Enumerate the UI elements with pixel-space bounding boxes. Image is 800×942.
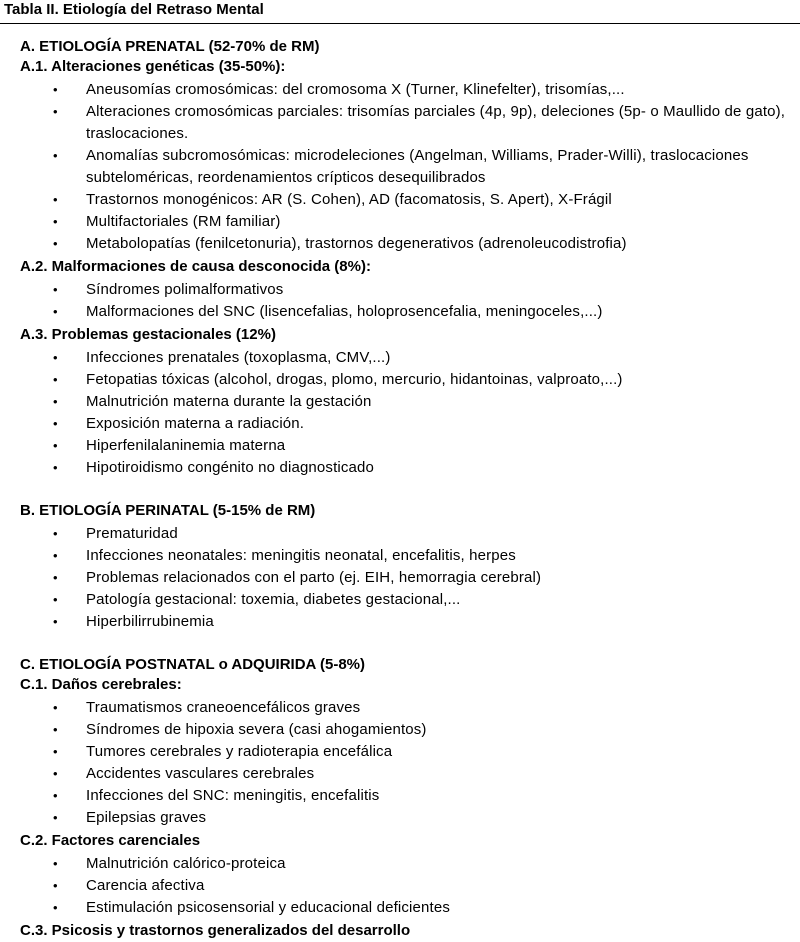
bullet-icon: •	[53, 766, 58, 781]
list-item-text: Carencia afectiva	[86, 877, 205, 894]
bullet-icon: •	[53, 350, 58, 365]
bullet-icon: •	[53, 614, 58, 629]
list-item	[0, 589, 800, 611]
bullet-icon: •	[53, 192, 58, 207]
list-item-text: Epilepsias graves	[86, 809, 207, 826]
list-item-text: Hiperfenilalaninemia materna	[86, 437, 286, 454]
list-item-text: Malnutrición calórico-proteica	[86, 855, 286, 872]
bullet-icon: •	[53, 722, 58, 737]
bullet-icon: •	[53, 700, 58, 715]
subsection-heading: C.1. Daños cerebrales:	[20, 676, 182, 693]
list-item-text: Estimulación psicosensorial y educacional deficientes	[86, 899, 450, 916]
list-item	[0, 301, 800, 323]
bullet-icon: •	[53, 526, 58, 541]
list-item-text: Síndromes polimalformativos	[86, 281, 284, 298]
list-item	[0, 347, 800, 369]
table-content	[0, 37, 800, 941]
list-item	[0, 279, 800, 301]
list-item-text: Síndromes de hipoxia severa (casi ahogamientos)	[86, 721, 427, 738]
bullet-icon: •	[53, 394, 58, 409]
bullet-list	[0, 279, 800, 323]
list-item-text: Aneusomías cromosómicas: del cromosoma X (Turner, Klinefelter), trisomías,...	[86, 81, 625, 98]
bullet-icon: •	[53, 856, 58, 871]
list-item-text: Malnutrición materna durante la gestación	[86, 393, 372, 410]
list-item-text: Infecciones del SNC: meningitis, encefalitis	[86, 787, 380, 804]
list-item-text: Malformaciones del SNC (lisencefalias, holoprosencefalia, meningoceles,...)	[86, 303, 603, 320]
list-item	[0, 875, 800, 897]
subsection-heading: A.3. Problemas gestacionales (12%)	[20, 326, 276, 343]
list-item-text: Anomalías subcromosómicas: microdeleciones (Angelman, Williams, Prader-Willi), traslocaciones subteloméricas, reordenamientos crípticos desequilibrados	[86, 147, 749, 186]
list-item	[0, 233, 800, 255]
list-item	[0, 807, 800, 829]
list-item	[0, 897, 800, 919]
list-item-text: Exposición materna a radiación.	[86, 415, 305, 432]
list-item	[0, 853, 800, 875]
bullet-icon: •	[53, 104, 58, 119]
list-item	[0, 369, 800, 391]
list-item	[0, 101, 800, 145]
bullet-icon: •	[53, 236, 58, 251]
bullet-icon: •	[53, 900, 58, 915]
bullet-list	[0, 523, 800, 633]
bullet-icon: •	[53, 548, 58, 563]
list-item	[0, 79, 800, 101]
list-item-text: Metabolopatías (fenilcetonuria), trastornos degenerativos (adrenoleucodistrofia)	[86, 235, 627, 252]
subsection-heading: A.1. Alteraciones genéticas (35-50%):	[20, 58, 286, 75]
list-item	[0, 457, 800, 479]
bullet-icon: •	[53, 304, 58, 319]
list-item	[0, 611, 800, 633]
list-item	[0, 741, 800, 763]
list-item	[0, 719, 800, 741]
bullet-icon: •	[53, 788, 58, 803]
section	[0, 37, 800, 479]
title-divider	[0, 23, 800, 24]
section	[0, 655, 800, 941]
section-heading: B. ETIOLOGÍA PERINATAL (5-15% de RM)	[20, 502, 316, 519]
list-item	[0, 785, 800, 807]
bullet-icon: •	[53, 82, 58, 97]
list-item	[0, 413, 800, 435]
bullet-icon: •	[53, 744, 58, 759]
list-item-text: Accidentes vasculares cerebrales	[86, 765, 315, 782]
list-item-text: Traumatismos craneoencefálicos graves	[86, 699, 361, 716]
list-item	[0, 189, 800, 211]
bullet-icon: •	[53, 878, 58, 893]
list-item	[0, 567, 800, 589]
subsection-heading: A.2. Malformaciones de causa desconocida (8%):	[20, 258, 371, 275]
section-heading: A. ETIOLOGÍA PRENATAL (52-70% de RM)	[20, 38, 320, 55]
list-item-text: Problemas relacionados con el parto (ej. EIH, hemorragia cerebral)	[86, 569, 542, 586]
bullet-icon: •	[53, 460, 58, 475]
list-item-text: Infecciones neonatales: meningitis neonatal, encefalitis, herpes	[86, 547, 516, 564]
list-item-text: Tumores cerebrales y radioterapia encefálica	[86, 743, 393, 760]
bullet-icon: •	[53, 416, 58, 431]
list-item	[0, 697, 800, 719]
bullet-icon: •	[53, 438, 58, 453]
list-item	[0, 523, 800, 545]
subsection-heading: C.3. Psicosis y trastornos generalizados del desarrollo	[20, 922, 411, 939]
list-item-text: Patología gestacional: toxemia, diabetes gestacional,...	[86, 591, 461, 608]
list-item	[0, 435, 800, 457]
list-item-text: Infecciones prenatales (toxoplasma, CMV,...)	[86, 349, 391, 366]
bullet-icon: •	[53, 214, 58, 229]
bullet-list	[0, 79, 800, 255]
list-item-text: Trastornos monogénicos: AR (S. Cohen), AD (facomatosis, S. Apert), X-Frágil	[86, 191, 612, 208]
list-item	[0, 391, 800, 413]
list-item-text: Hiperbilirrubinemia	[86, 613, 214, 630]
list-item-text: Prematuridad	[86, 525, 178, 542]
subsection-heading: C.2. Factores carenciales	[20, 832, 201, 849]
section-heading: C. ETIOLOGÍA POSTNATAL o ADQUIRIDA (5-8%)	[20, 656, 365, 673]
list-item	[0, 145, 800, 189]
bullet-list	[0, 853, 800, 919]
list-item	[0, 545, 800, 567]
bullet-icon: •	[53, 372, 58, 387]
list-item	[0, 763, 800, 785]
section	[0, 501, 800, 633]
bullet-icon: •	[53, 592, 58, 607]
bullet-icon: •	[53, 570, 58, 585]
bullet-list	[0, 697, 800, 829]
bullet-list	[0, 347, 800, 479]
list-item	[0, 211, 800, 233]
list-item-text: Multifactoriales (RM familiar)	[86, 213, 281, 230]
table-title: Tabla II. Etiología del Retraso Mental	[4, 1, 264, 18]
bullet-icon: •	[53, 810, 58, 825]
list-item-text: Alteraciones cromosómicas parciales: trisomías parciales (4p, 9p), deleciones (5p- o Maullido de gato), traslocaciones.	[86, 103, 786, 142]
bullet-icon: •	[53, 148, 58, 163]
bullet-icon: •	[53, 282, 58, 297]
list-item-text: Hipotiroidismo congénito no diagnosticado	[86, 459, 374, 476]
list-item-text: Fetopatias tóxicas (alcohol, drogas, plomo, mercurio, hidantoinas, valproato,...)	[86, 371, 623, 388]
